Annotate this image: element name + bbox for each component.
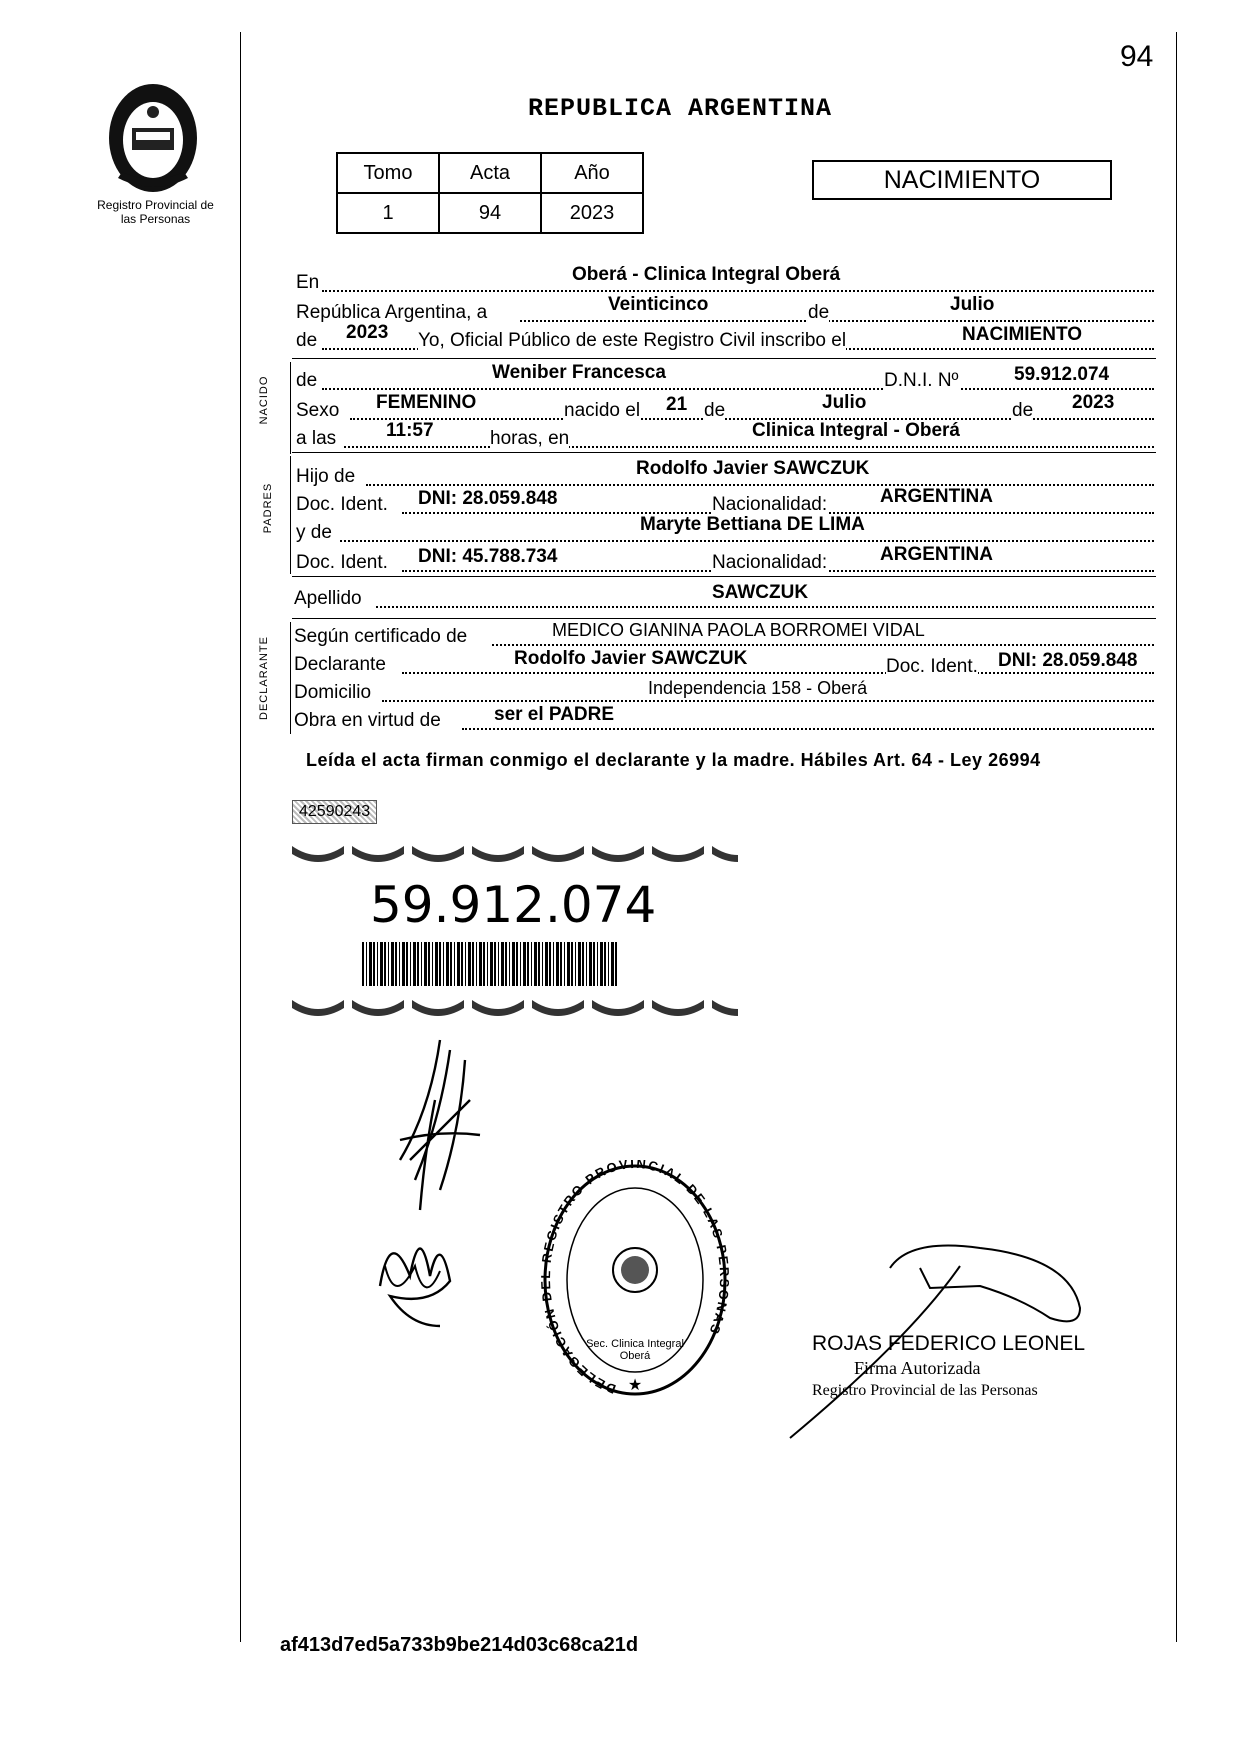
en-label: En — [296, 272, 320, 293]
address: Independencia 158 - Oberá — [648, 678, 868, 698]
cert-label: Según certificado de — [294, 626, 468, 647]
y-de-label: y de — [296, 522, 332, 543]
right-margin-line — [1176, 32, 1177, 1642]
registry-label: Registro Provincial de las Personas — [97, 198, 214, 226]
de-label-1: de — [808, 302, 830, 323]
de-label-2: de — [296, 330, 318, 351]
tomo-header: Tomo — [337, 153, 439, 193]
anio-header: Año — [541, 153, 643, 193]
child-dni: 59.912.074 — [1014, 364, 1110, 385]
signing-note: Leída el acta firman conmigo el declarante y la madre. Hábiles Art. 64 - Ley 26994 — [306, 750, 1041, 770]
country-label: República Argentina, a — [296, 302, 488, 323]
security-pattern-top — [288, 840, 738, 868]
mother-nat-label: Nacionalidad: — [712, 552, 828, 573]
a-las-label: a las — [296, 428, 337, 449]
left-margin-line — [240, 32, 241, 1642]
dni-label: D.N.I. Nº — [884, 370, 959, 391]
nacido-de-label: de — [296, 370, 318, 391]
father-name: Rodolfo Javier SAWCZUK — [636, 458, 870, 479]
sexo-label: Sexo — [296, 400, 340, 421]
officer-name: ROJAS FEDERICO LEONEL — [812, 1332, 1086, 1355]
birth-day: 21 — [666, 394, 688, 415]
obra-value: ser el PADRE — [494, 704, 615, 725]
father-nationality: ARGENTINA — [880, 486, 993, 507]
birth-month: Julio — [822, 392, 867, 413]
mother-name: Maryte Bettiana DE LIMA — [640, 514, 865, 535]
province-emblem — [98, 78, 208, 196]
birth-time: 11:57 — [386, 420, 434, 441]
security-pattern-bottom — [288, 994, 738, 1028]
father-doc: DNI: 28.059.848 — [418, 488, 558, 509]
father-doc-label: Doc. Ident. — [296, 494, 388, 515]
record-type-box: NACIMIENTO — [812, 160, 1112, 200]
declarante-label: DECLARANTE — [258, 636, 270, 720]
day-words: Veinticinco — [608, 294, 709, 315]
barcode — [362, 942, 618, 986]
father-nat-label: Nacionalidad: — [712, 494, 828, 515]
document-hash: af413d7ed5a733b9be214d03c68ca21d — [280, 1634, 639, 1656]
declarant-name: Rodolfo Javier SAWCZUK — [514, 648, 748, 669]
officer-registry: Registro Provincial de las Personas — [812, 1382, 1038, 1399]
decl-doc-label: Doc. Ident. — [886, 656, 978, 677]
acta-header: Acta — [439, 153, 541, 193]
country-title: REPUBLICA ARGENTINA — [528, 94, 833, 123]
declarant-signature — [380, 1030, 490, 1220]
page-number: 94 — [1120, 40, 1154, 73]
nacido-de-label-3: de — [1012, 400, 1034, 421]
mother-nationality: ARGENTINA — [880, 544, 993, 565]
nacido-de-label-2: de — [704, 400, 726, 421]
child-name: Weniber Francesca — [492, 362, 666, 383]
horas-label: horas, en — [490, 428, 570, 449]
acta-value: 94 — [439, 193, 541, 233]
certificate-doctor: MEDICO GIANINA PAOLA BORROMEI VIDAL — [552, 620, 925, 640]
record-table — [336, 152, 644, 234]
act-type: NACIMIENTO — [962, 324, 1082, 345]
domicilio-label: Domicilio — [294, 682, 372, 703]
birth-place: Oberá - Clinica Integral Oberá — [572, 264, 841, 285]
birth-place-detail: Clinica Integral - Oberá — [752, 420, 960, 441]
registry-seal — [540, 1160, 730, 1400]
year: 2023 — [346, 322, 389, 343]
declarante-label-line: Declarante — [294, 654, 386, 675]
tomo-value: 1 — [337, 193, 439, 233]
obra-label: Obra en virtud de — [294, 710, 441, 731]
intro-text: Yo, Oficial Público de este Registro Civil inscribo el — [418, 330, 847, 351]
hijo-de-label: Hijo de — [296, 466, 356, 487]
seal-inner-text: Sec. Clinica Integral Oberá — [586, 1338, 684, 1362]
mother-doc-label: Doc. Ident. — [296, 552, 388, 573]
padres-label: PADRES — [262, 482, 274, 534]
seal-outer-text: DELEGACIÓN D REGISTRO PROVINCIAL DE LAS P NAS — [540, 1160, 730, 1397]
mother-doc: DNI: 45.788.734 — [418, 546, 558, 567]
month: Julio — [950, 294, 995, 315]
mother-signature — [370, 1226, 470, 1336]
nacido-label: NACIDO — [258, 375, 270, 425]
officer-title: Firma Autorizada — [854, 1358, 981, 1378]
dni-sticker — [288, 796, 738, 1036]
sticker-dni: 59.912.074 — [370, 876, 657, 934]
anio-value: 2023 — [541, 193, 643, 233]
declarant-doc: DNI: 28.059.848 — [998, 650, 1138, 671]
apellido-label: Apellido — [294, 588, 362, 609]
sticker-small-code: 42590243 — [292, 800, 377, 824]
birth-year: 2023 — [1072, 392, 1115, 413]
nacido-el-label: nacido el — [564, 400, 641, 421]
surname: SAWCZUK — [712, 582, 809, 603]
child-sex: FEMENINO — [376, 392, 477, 413]
svg-text:★: ★ — [627, 1377, 643, 1394]
